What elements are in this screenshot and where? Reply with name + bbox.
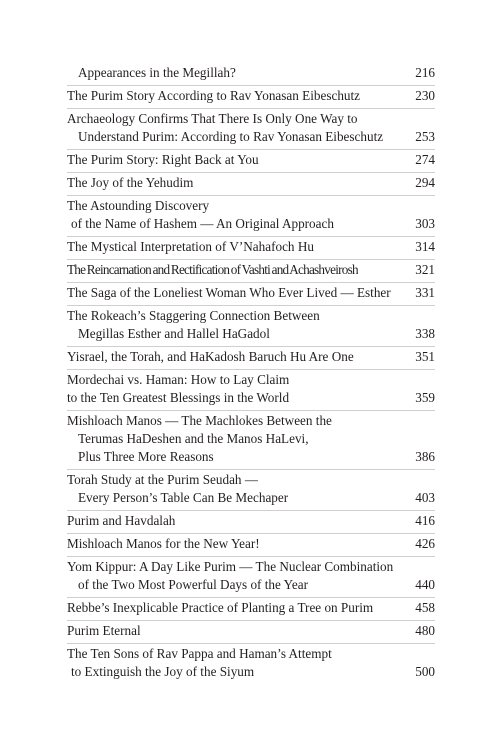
toc-entry [67, 86, 435, 109]
toc-entry [67, 63, 435, 86]
toc-entry [67, 644, 435, 684]
toc-page-number: 351 [415, 349, 435, 364]
toc-entry-line [67, 645, 435, 663]
toc-entry-title: Torah Study at the Purim Seudah — [67, 472, 259, 487]
toc-entry-title: to the Ten Greatest Blessings in the World [67, 390, 290, 405]
toc-page-number: 274 [415, 152, 435, 167]
toc-page-number: 321 [415, 262, 435, 277]
toc-entry-title: Mishloach Manos — The Machlokes Between the [67, 413, 332, 428]
toc-entry-title: The Purim Story: Right Back at You [67, 152, 259, 167]
toc-entry-line [67, 622, 435, 640]
toc-page-number: 500 [415, 664, 435, 679]
toc-entry-line [67, 128, 435, 146]
toc-entry-line [67, 215, 435, 233]
toc-entry [67, 173, 435, 196]
toc-entry-line [67, 512, 435, 530]
toc-entry-title: Mordechai vs. Haman: How to Lay Claim [67, 372, 290, 387]
toc-entry [67, 109, 435, 150]
toc-entry-line [67, 599, 435, 617]
toc-entry-title: Every Person’s Table Can Be Mechaper [78, 490, 289, 505]
toc-entry-line [67, 489, 435, 507]
toc-entry-line [67, 471, 435, 489]
toc-entry [67, 411, 435, 470]
toc-entry-line [67, 110, 435, 128]
toc-entry-line [67, 412, 435, 430]
toc-entry-title: Yisrael, the Torah, and HaKadosh Baruch Hu Are One [67, 349, 354, 364]
toc-entry [67, 347, 435, 370]
toc-entry-line [67, 663, 435, 681]
toc-entry-title: The Joy of the Yehudim [67, 175, 194, 190]
toc-page-number: 216 [415, 65, 435, 80]
toc-entry [67, 470, 435, 511]
toc-entry-line [67, 371, 435, 389]
toc-entry-title: The Ten Sons of Rav Pappa and Haman’s Attempt [67, 646, 332, 661]
toc-entry-title: Purim and Havdalah [67, 513, 176, 528]
toc-entry-title: The Rokeach’s Staggering Connection Between [67, 308, 320, 323]
toc-entry [67, 237, 435, 260]
table-of-contents [67, 63, 435, 684]
toc-entry [67, 306, 435, 347]
toc-entry [67, 511, 435, 534]
toc-entry-title: Terumas HaDeshen and the Manos HaLevi, [78, 431, 309, 446]
toc-entry-title: Mishloach Manos for the New Year! [67, 536, 260, 551]
toc-entry [67, 370, 435, 411]
toc-entry-line [67, 284, 435, 302]
toc-entry-line [67, 64, 435, 82]
toc-entry-line [67, 558, 435, 576]
toc-page-number: 331 [415, 285, 435, 300]
toc-page-number: 314 [415, 239, 435, 254]
toc-entry-line [67, 389, 435, 407]
toc-page-number: 359 [415, 390, 435, 405]
toc-entry-line [67, 238, 435, 256]
toc-entry-line [67, 197, 435, 215]
toc-page-number: 230 [415, 88, 435, 103]
toc-page-number: 403 [415, 490, 435, 505]
toc-entry-title: Purim Eternal [67, 623, 141, 638]
toc-entry [67, 598, 435, 621]
toc-entry-title: Plus Three More Reasons [78, 449, 214, 464]
toc-entry-line [67, 174, 435, 192]
toc-entry [67, 621, 435, 644]
toc-entry-title: of the Name of Hashem — An Original Approach [71, 216, 334, 231]
toc-entry-title: The Mystical Interpretation of V’Nahafoch Hu [67, 239, 314, 254]
toc-entry-title: Archaeology Confirms That There Is Only One Way to [67, 111, 358, 126]
toc-entry-line [67, 151, 435, 169]
toc-entry-line [67, 325, 435, 343]
toc-entry-title: of the Two Most Powerful Days of the Year [78, 577, 308, 592]
toc-page-number: 416 [415, 513, 435, 528]
toc-page-number: 386 [415, 449, 435, 464]
toc-entry-line [67, 535, 435, 553]
toc-entry-title: Yom Kippur: A Day Like Purim — The Nuclear Combination [67, 559, 394, 574]
toc-entry-line [67, 576, 435, 594]
toc-page-number: 426 [415, 536, 435, 551]
toc-entry-line [67, 430, 435, 448]
toc-entry [67, 283, 435, 306]
toc-page-number: 458 [415, 600, 435, 615]
toc-entry-title: Understand Purim: According to Rav Yonasan Eibeschutz [78, 129, 384, 144]
toc-entry-title: Megillas Esther and Hallel HaGadol [78, 326, 270, 341]
toc-entry-title: The Reincarnation and Rectification of Vashti and Achashveirosh [67, 262, 358, 277]
toc-entry-title: The Purim Story According to Rav Yonasan Eibeschutz [67, 88, 361, 103]
toc-entry [67, 260, 435, 283]
toc-page-number: 440 [415, 577, 435, 592]
toc-page-number: 338 [415, 326, 435, 341]
toc-page-number: 253 [415, 129, 435, 144]
toc-entry [67, 534, 435, 557]
toc-entry-line [67, 307, 435, 325]
toc-entry-line [67, 448, 435, 466]
toc-page-number: 303 [415, 216, 435, 231]
toc-entry [67, 150, 435, 173]
toc-page-number: 294 [415, 175, 435, 190]
toc-entry-line [67, 261, 435, 279]
toc-entry-title: to Extinguish the Joy of the Siyum [71, 664, 255, 679]
toc-entry-title: Appearances in the Megillah? [78, 65, 236, 80]
toc-entry-line [67, 87, 435, 105]
toc-entry-title: The Saga of the Loneliest Woman Who Ever Lived — Esther [67, 285, 391, 300]
toc-entry-title: Rebbe’s Inexplicable Practice of Planting a Tree on Purim [67, 600, 374, 615]
toc-entry [67, 196, 435, 237]
toc-entry-line [67, 348, 435, 366]
toc-entry [67, 557, 435, 598]
toc-page-number: 480 [415, 623, 435, 638]
toc-entry-title: The Astounding Discovery [67, 198, 210, 213]
